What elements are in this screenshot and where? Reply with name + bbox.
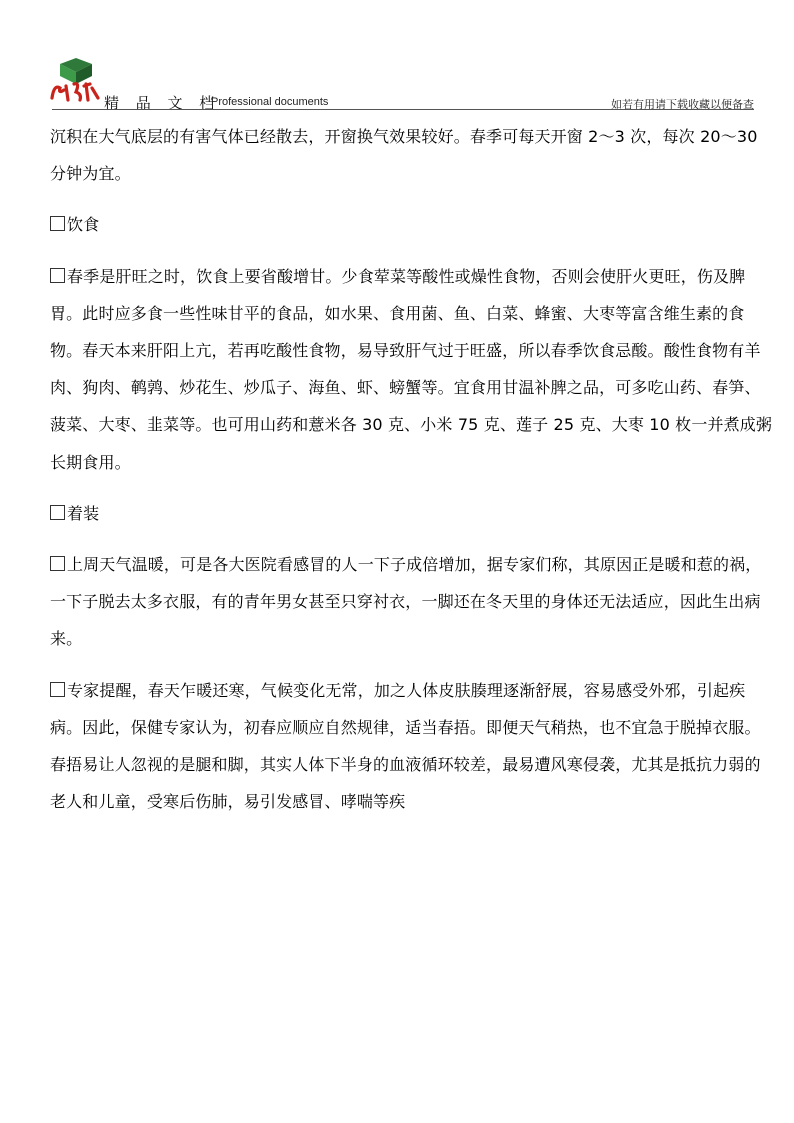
paragraph-dress-2: 专家提醒，春天乍暖还寒，气候变化无常，加之人体皮肤腠理逐渐舒展，容易感受外邪，引起疾病。因此，保健专家认为，初春应顺应自然规律，适当春捂。即便天气稍热，也不宜急于脱掉衣服。春捂易让人忽视的是腿和脚，其实人体下半身的血液循环较差，最易遭风寒侵袭，尤其是抵抗力弱的老人和儿童，受寒后伤肺，易引发感冒、哮喘等疾: [50, 680, 761, 812]
paragraph-dress-1: 上周天气温暖，可是各大医院看感冒的人一下子成倍增加，据专家们称，其原因正是暖和惹的祸，一下子脱去太多衣服，有的青年男女甚至只穿衬衣，一脚还在冬天里的身体还无法适应，因此生出病来。: [50, 555, 762, 649]
section-heading-dress: 着装: [50, 495, 774, 532]
checkbox-glyph-icon: [50, 556, 65, 571]
section-heading-diet: 饮食: [50, 206, 774, 243]
header-divider: [52, 109, 754, 110]
paragraph-diet: 春季是肝旺之时，饮食上要省酸增甘。少食荤菜等酸性或燥性食物，否则会使肝火更旺，伤及脾胃。此时应多食一些性味甘平的食品，如水果、食用菌、鱼、白菜、蜂蜜、大枣等富含维生素的食物。春天本来肝阳上亢，若再吃酸性食物，易导致肝气过于旺盛，所以春季饮食忌酸。酸性食物有羊肉、狗肉、鹌鹑、炒花生、炒瓜子、海鱼、虾、螃蟹等。宜食用甘温补脾之品，可多吃山药、春笋、菠菜、大枣、韭菜等。也可用山药和薏米各 30 克、小米 75 克、莲子 25 克、大枣 10 枚一并煮成粥长期食用。: [50, 266, 773, 472]
header-subtitle: Professional documents: [211, 96, 329, 108]
paragraph-ventilation: 沉积在大气底层的有害气体已经散去，开窗换气效果较好。春季可每天开窗 2～3 次，每次 20～30 分钟为宜。: [50, 127, 758, 184]
document-body: [50, 118, 774, 834]
book-logo-icon: [46, 54, 102, 104]
checkbox-glyph-icon: [50, 682, 65, 697]
checkbox-glyph-icon: [50, 268, 65, 283]
checkbox-glyph-icon: [50, 216, 65, 231]
header-title: 精 品 文 档: [104, 94, 221, 112]
header-note: 如若有用请下载收藏以便备查: [611, 98, 754, 111]
page-header: [0, 0, 794, 112]
checkbox-glyph-icon: [50, 505, 65, 520]
